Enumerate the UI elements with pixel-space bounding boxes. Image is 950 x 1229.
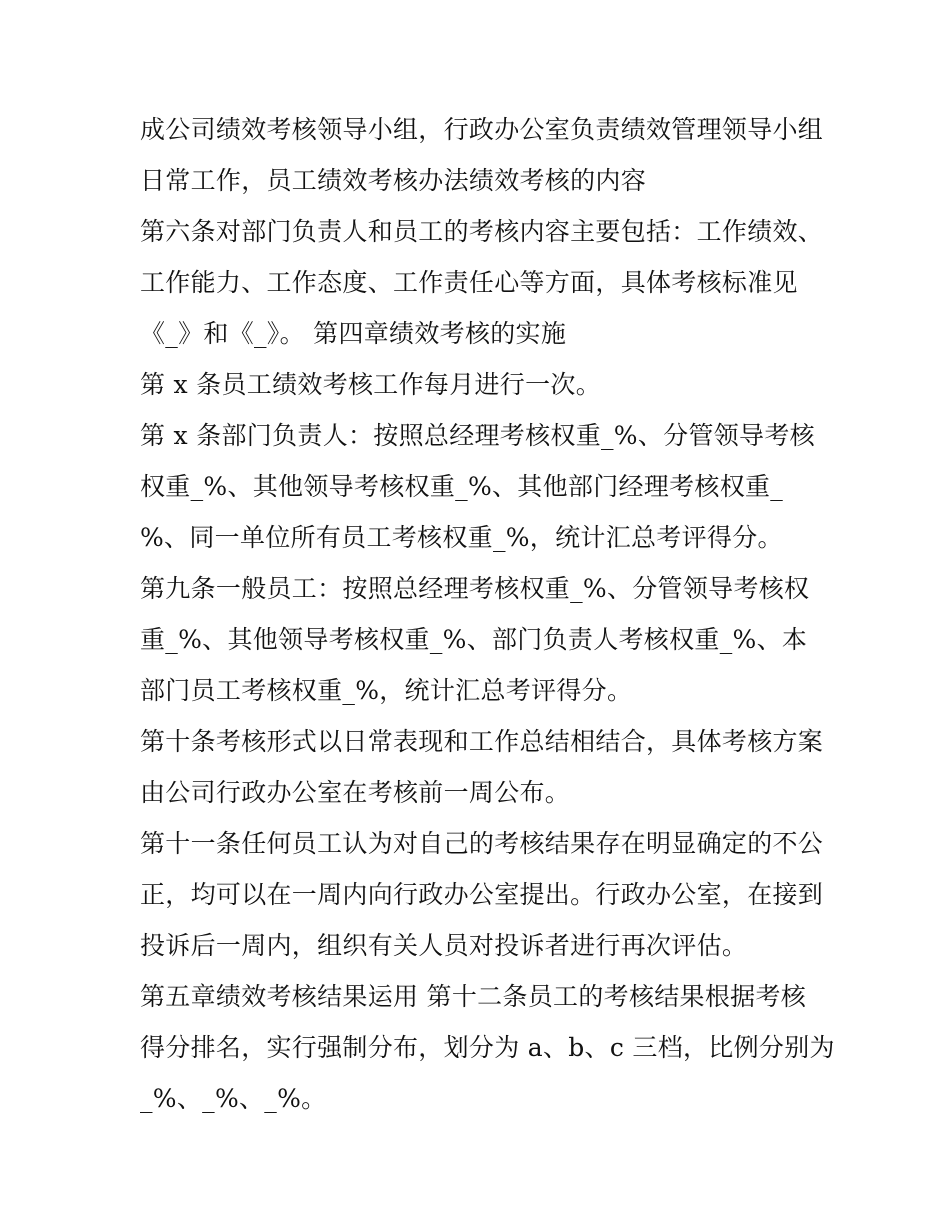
text-line: 权重_%、其他领导考核权重_%、其他部门经理考核权重_ [140,472,784,501]
text-line: 正，均可以在一周内向行政办公室提出。行政办公室，在接到 [140,880,824,909]
text-line: 第 x 条员工绩效考核工作每月进行一次。 [140,370,601,399]
text-line: %、同一单位所有员工考核权重_%，统计汇总考评得分。 [140,523,783,552]
text-line: 《_》和《_》。 第四章绩效考核的实施 [140,319,567,348]
text-line: 第十条考核形式以日常表现和工作总结相结合，具体考核方案 [140,727,824,756]
text-line: 第九条一般员工：按照总经理考核权重_%、分管领导考核权 [140,574,810,603]
text-line: 第五章绩效考核结果运用 第十二条员工的考核结果根据考核 [140,982,807,1011]
text-line: 重_%、其他领导考核权重_%、部门负责人考核权重_%、本 [140,625,808,654]
text-line: 成公司绩效考核领导小组，行政办公室负责绩效管理领导小组 [140,115,824,144]
text-line: 工作能力、工作态度、工作责任心等方面，具体考核标准见 [140,268,798,297]
text-line: 由公司行政办公室在考核前一周公布。 [140,778,571,807]
text-line: 投诉后一周内，组织有关人员对投诉者进行再次评估。 [140,931,748,960]
text-line: 第六条对部门负责人和员工的考核内容主要包括：工作绩效、 [140,217,824,246]
text-line: 第十一条任何员工认为对自己的考核结果存在明显确定的不公 [140,829,824,858]
body-text [140,104,835,1124]
text-line: 部门员工考核权重_%，统计汇总考评得分。 [140,676,633,705]
text-line: 日常工作，员工绩效考核办法绩效考核的内容 [140,166,647,195]
text-line: _%、_%、_%。 [140,1084,327,1113]
text-line: 第 x 条部门负责人：按照总经理考核权重_%、分管领导考核 [140,421,815,450]
text-line: 得分排名，实行强制分布，划分为 a、b、c 三档，比例分别为 [140,1033,835,1062]
